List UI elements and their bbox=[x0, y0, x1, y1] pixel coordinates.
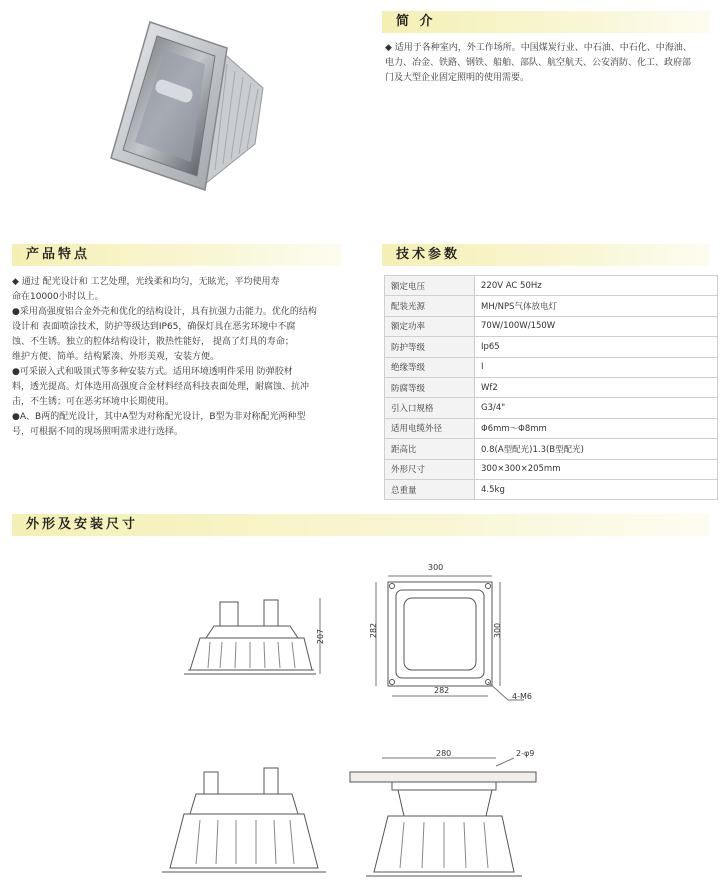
spec-value: Ip65 bbox=[475, 337, 718, 357]
spec-value: G3/4" bbox=[475, 398, 718, 418]
spec-label: 距高比 bbox=[385, 439, 475, 459]
spec-label: 适用电缆外径 bbox=[385, 418, 475, 438]
specs-table bbox=[384, 275, 718, 500]
spec-row bbox=[385, 418, 718, 438]
intro-header bbox=[382, 11, 710, 33]
spec-label: 引入口规格 bbox=[385, 398, 475, 418]
dimensions-title: 外形及安装尺寸 bbox=[26, 517, 139, 532]
left-dimension: 282 bbox=[369, 622, 379, 639]
specs-header bbox=[382, 244, 710, 266]
intro-text bbox=[385, 41, 715, 86]
spec-value: 300×300×205mm bbox=[475, 459, 718, 479]
features-line: 设计和 表面喷涂技术，防护等级达到IP65，确保灯具在恶劣环境中不腐 bbox=[12, 322, 296, 332]
features-line: 蚀、不生锈。独立的腔体结构设计，散热性能好， 提高了灯具的寿命； bbox=[12, 337, 294, 347]
spec-row bbox=[385, 398, 718, 418]
spec-label: 防护等级 bbox=[385, 337, 475, 357]
features-line: 击，不生锈；可在恶劣环境中长期使用。 bbox=[12, 397, 175, 407]
spec-value: 0.8(A型配光)1.3(B型配光) bbox=[475, 439, 718, 459]
features-line: ●可采嵌入式和吸顶式等多种安装方式。适用环境透明件采用 防弹胶材 bbox=[12, 367, 293, 377]
bolt-label: 4-M6 bbox=[512, 692, 532, 701]
spec-label: 绝缘等级 bbox=[385, 357, 475, 377]
spec-value: I bbox=[475, 357, 718, 377]
features-line: 命在10000小时以上。 bbox=[12, 292, 104, 302]
features-line: ●采用高强度铝合金外壳和优化的结构设计，具有抗强力击能力。优化的结构 bbox=[12, 307, 317, 317]
spec-label: 额定电压 bbox=[385, 276, 475, 296]
spec-value: 4.5kg bbox=[475, 479, 718, 499]
spec-row bbox=[385, 276, 718, 296]
spec-row bbox=[385, 479, 718, 499]
spec-value: 70W/100W/150W bbox=[475, 316, 718, 336]
right-dimension: 300 bbox=[493, 622, 503, 639]
intro-title: 简 介 bbox=[396, 14, 436, 29]
features-line: ●A、B两的配光设计，其中A型为对称配光设计，B型为非对称配光两种型 bbox=[12, 412, 306, 422]
dimensions-header bbox=[12, 514, 710, 536]
spec-row bbox=[385, 357, 718, 377]
spec-value: Φ6mm～Φ8mm bbox=[475, 418, 718, 438]
features-title: 产品特点 bbox=[26, 247, 91, 262]
top-width-dimension: 300 bbox=[428, 563, 444, 572]
spec-label: 配装光源 bbox=[385, 296, 475, 316]
features-line: 号，可根据不同的现场照明需求进行选择。 bbox=[12, 427, 184, 437]
height-dimension: 207 bbox=[316, 628, 326, 645]
features-line: 维护方便、简单。结构紧凑、外形美观，安装方便。 bbox=[12, 352, 220, 362]
spec-label: 额定功率 bbox=[385, 316, 475, 336]
spec-label: 防腐等级 bbox=[385, 377, 475, 397]
features-text bbox=[12, 275, 352, 440]
features-header bbox=[12, 244, 342, 266]
spec-value: 220V AC 50Hz bbox=[475, 276, 718, 296]
spec-row bbox=[385, 296, 718, 316]
product-photo bbox=[95, 14, 295, 214]
features-line: ◆ 通过 配光设计和 工艺处理，光线柔和均匀，无眩光，平均使用寿 bbox=[12, 277, 280, 287]
intro-line: ◆ 适用于各种室内，外工作场所。中国煤炭行业、中石油、中石化、中海油、 bbox=[385, 43, 692, 53]
spec-row bbox=[385, 377, 718, 397]
intro-line: 门及大型企业固定照明的使用需要。 bbox=[385, 73, 530, 83]
ceiling-mount-drawing bbox=[346, 744, 546, 884]
spec-value: MH/NPS气体放电灯 bbox=[475, 296, 718, 316]
spec-row bbox=[385, 337, 718, 357]
recessed-view-drawing bbox=[160, 764, 330, 884]
mount-width-dimension: 280 bbox=[436, 749, 452, 758]
spec-value: Wf2 bbox=[475, 377, 718, 397]
specs-title: 技术参数 bbox=[396, 247, 461, 262]
spec-row bbox=[385, 316, 718, 336]
spec-label: 总重量 bbox=[385, 479, 475, 499]
side-view-drawing bbox=[180, 590, 330, 690]
bottom-dimension: 282 bbox=[434, 686, 450, 695]
hole-label: 2-φ9 bbox=[516, 749, 535, 758]
spec-row bbox=[385, 459, 718, 479]
features-line: 料，透光提高。灯体选用高强度合金材料经高科技表面处理，耐腐蚀、抗冲 bbox=[12, 382, 310, 392]
spec-row bbox=[385, 439, 718, 459]
spec-label: 外形尺寸 bbox=[385, 459, 475, 479]
intro-line: 电力、冶金、铁路、钢铁、船舶、部队、航空航天、公安消防、化工、政府部 bbox=[385, 58, 692, 68]
